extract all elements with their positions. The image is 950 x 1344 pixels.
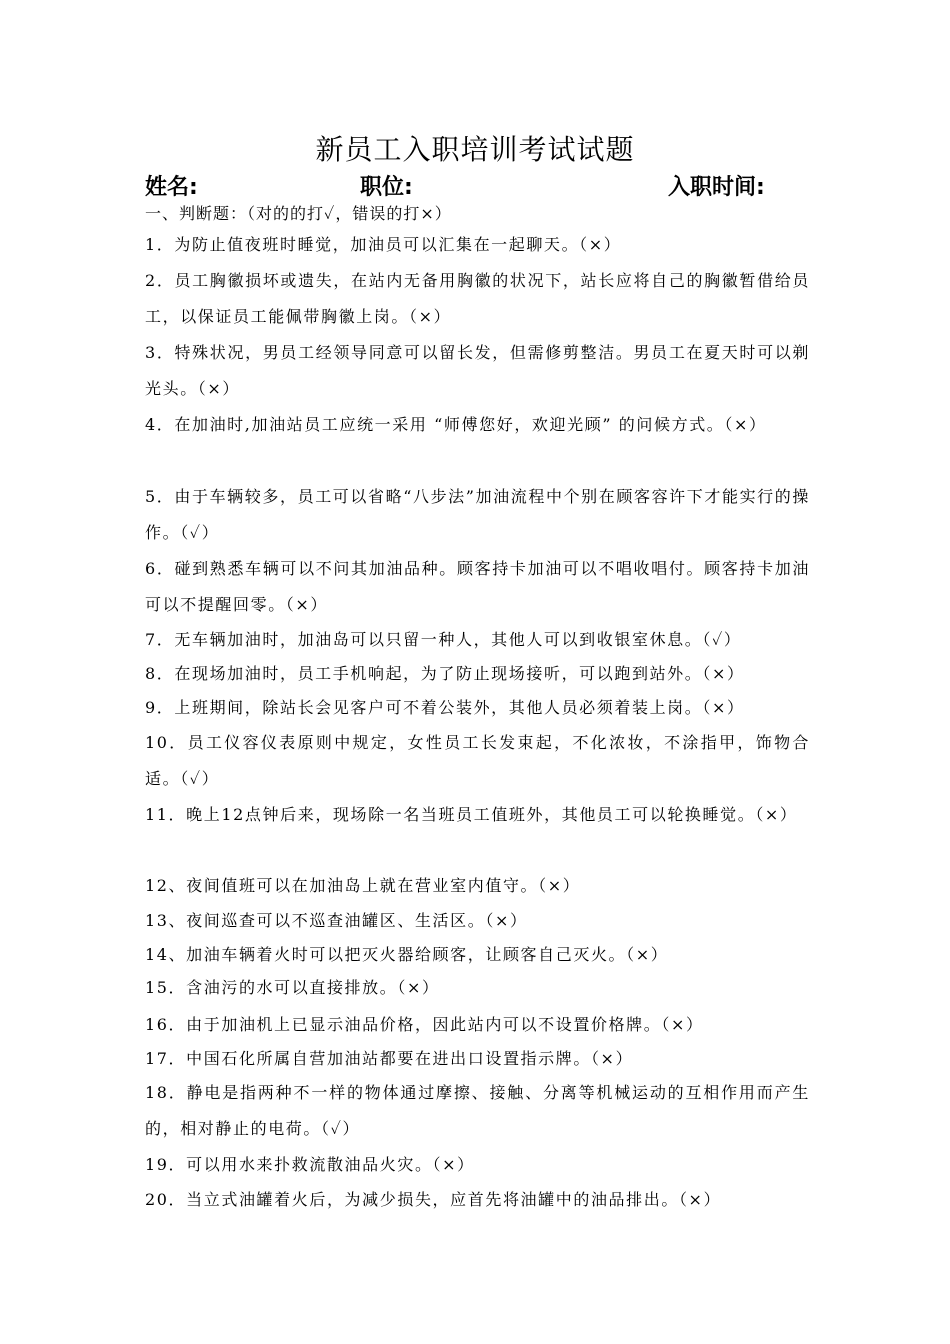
question-item: 11．晚上12点钟后来，现场除一名当班员工值班外，其他员工可以轮换睡觉。（×）: [145, 805, 798, 824]
section-heading: 一、判断题：（对的的打✓，错误的打×）: [145, 204, 452, 223]
question-item: 6．碰到熟悉车辆可以不问其加油品种。顾客持卡加油可以不唱收唱付。顾客持卡加油可以不提醒回零。（×）: [145, 559, 810, 614]
question-item: 12、夜间值班可以在加油岛上就在营业室内值守。（×）: [145, 876, 581, 895]
question-item: 18．静电是指两种不一样的物体通过摩擦、接触、分离等机械运动的互相作用而产生的，相对静止的电荷。（✓）: [145, 1083, 810, 1138]
question-item: 7．无车辆加油时，加油岛可以只留一种人，其他人可以到收银室休息。（✓）: [145, 630, 742, 649]
question-item: 8．在现场加油时，员工手机响起，为了防止现场接听，可以跑到站外。（×）: [145, 664, 745, 683]
question-item: 16．由于加油机上已显示油品价格，因此站内可以不设置价格牌。（×）: [145, 1015, 704, 1034]
question-item: 5．由于车辆较多，员工可以省略“八步法”加油流程中个别在顾客容许下才能实行的操作。（✓）: [145, 487, 810, 542]
question-item: 15．含油污的水可以直接排放。（×）: [145, 978, 440, 997]
question-item: 14、加油车辆着火时可以把灭火器给顾客，让顾客自己灭火。（×）: [145, 945, 669, 964]
question-item: 10．员工仪容仪表原则中规定，女性员工长发束起，不化浓妆，不涂指甲，饰物合适。（✓）: [145, 733, 810, 788]
question-item: 13、夜间巡查可以不巡查油罐区、生活区。（×）: [145, 911, 528, 930]
entry-time-field-label: 入职时间:: [668, 175, 765, 200]
question-item: 4．在加油时,加油站员工应统一采用 “师傅您好，欢迎光顾” 的问候方式。（×）: [145, 415, 767, 434]
question-item: 20．当立式油罐着火后，为减少损失，应首先将油罐中的油品排出。（×）: [145, 1190, 722, 1209]
question-item: 17．中国石化所属自营加油站都要在进出口设置指示牌。（×）: [145, 1049, 634, 1068]
question-item: 2．员工胸徽损坏或遗失，在站内无备用胸徽的状况下，站长应将自己的胸徽暂借给员工，以保证员工能佩带胸徽上岗。（×）: [145, 271, 810, 326]
page-title: 新员工入职培训考试试题: [315, 133, 635, 166]
question-item: 9．上班期间，除站长会见客户可不着公装外，其他人员必须着装上岗。（×）: [145, 698, 745, 717]
position-field-label: 职位:: [360, 175, 413, 200]
question-item: 19．可以用水来扑救流散油品火灾。（×）: [145, 1155, 475, 1174]
name-field-label: 姓名:: [145, 175, 198, 200]
question-item: 1．为防止值夜班时睡觉，加油员可以汇集在一起聊天。（×）: [145, 235, 622, 254]
question-item: 3．特殊状况，男员工经领导同意可以留长发，但需修剪整洁。男员工在夏天时可以剃光头。（×）: [145, 343, 810, 398]
